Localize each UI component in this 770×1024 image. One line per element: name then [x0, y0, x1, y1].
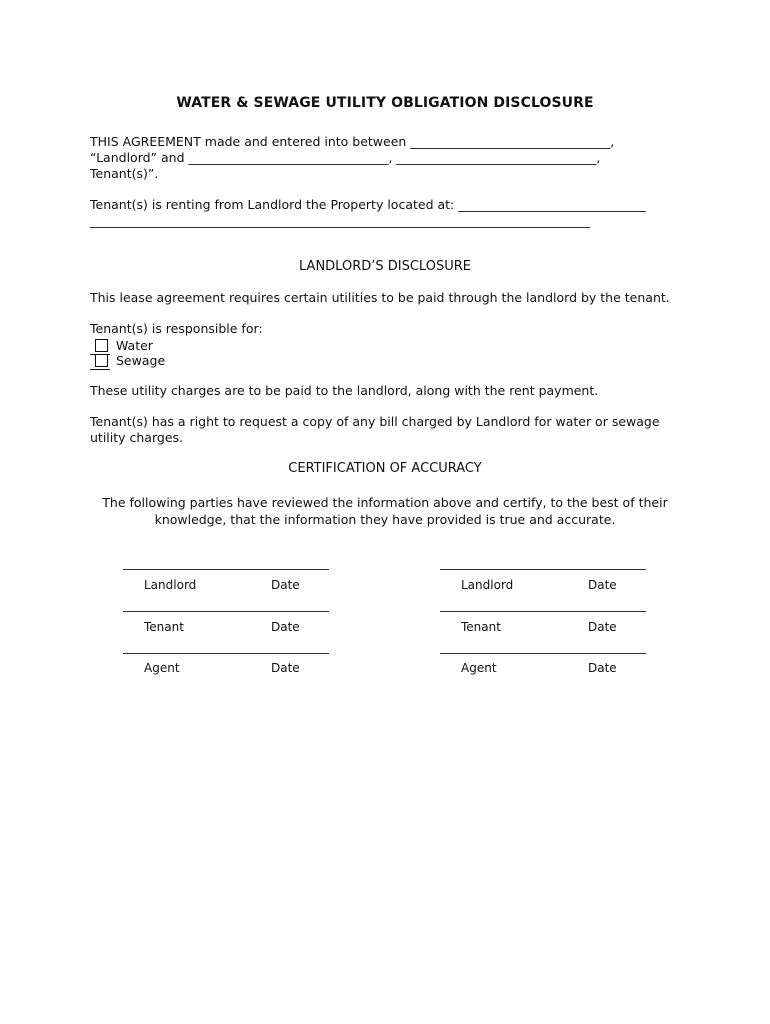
signature-line-tenant-left[interactable] — [123, 611, 329, 612]
disclosure-paragraph: This lease agreement requires certain utilities to be paid through the landlord by the tenant. — [90, 290, 670, 305]
signature-party-tenant-right: Tenant — [461, 620, 501, 634]
signature-date-tenant-right: Date — [588, 620, 617, 634]
signature-party-agent-right: Agent — [461, 661, 497, 675]
signature-date-agent-right: Date — [588, 661, 617, 675]
certification-heading: CERTIFICATION OF ACCURACY — [288, 461, 482, 476]
bill-request-line-1: Tenant(s) has a right to request a copy of any bill charged by Landlord for water or sewage — [90, 414, 660, 429]
certification-paragraph — [0, 494, 770, 528]
agreement-intro — [90, 134, 614, 182]
property-location — [90, 197, 646, 229]
property-line-2: ________________________________________________________________________________ — [90, 213, 590, 228]
intro-line-1: THIS AGREEMENT made and entered into between ________________________________, — [90, 134, 615, 149]
payment-paragraph: These utility charges are to be paid to the landlord, along with the rent payment. — [90, 383, 599, 398]
intro-line-3: Tenant(s)”. — [90, 166, 159, 181]
document-title: WATER & SEWAGE UTILITY OBLIGATION DISCLOSURE — [176, 95, 594, 111]
water-option[interactable] — [90, 337, 153, 353]
bill-request-paragraph — [90, 414, 660, 446]
sewage-option[interactable] — [90, 352, 165, 368]
signature-date-landlord-right: Date — [588, 578, 617, 592]
certification-line-1: The following parties have reviewed the information above and certify, to the best of their — [102, 495, 668, 510]
water-label: Water — [116, 337, 153, 353]
landlord-disclosure-heading: LANDLORD’S DISCLOSURE — [299, 259, 471, 274]
signature-line-landlord-right[interactable] — [440, 569, 646, 570]
water-checkbox[interactable] — [95, 339, 108, 352]
signature-line-agent-left[interactable] — [123, 653, 329, 654]
signature-date-tenant-left: Date — [271, 620, 300, 634]
property-line-1: Tenant(s) is renting from Landlord the Property located at: ______________________________ — [90, 197, 646, 212]
certification-line-2: knowledge, that the information they have provided is true and accurate. — [154, 512, 616, 527]
signature-line-agent-right[interactable] — [440, 653, 646, 654]
bill-request-line-2: utility charges. — [90, 430, 183, 445]
signature-party-agent-left: Agent — [144, 661, 180, 675]
sewage-checkbox[interactable] — [95, 354, 108, 367]
signature-party-landlord-right: Landlord — [461, 578, 514, 592]
responsible-label: Tenant(s) is responsible for: — [90, 321, 263, 336]
signature-date-agent-left: Date — [271, 661, 300, 675]
signature-party-tenant-left: Tenant — [144, 620, 184, 634]
signature-date-landlord-left: Date — [271, 578, 300, 592]
intro-line-2: “Landlord” and ________________________________, ________________________________, — [90, 150, 601, 165]
signature-line-landlord-left[interactable] — [123, 569, 329, 570]
sewage-label: Sewage — [116, 352, 166, 368]
signature-party-landlord-left: Landlord — [144, 578, 197, 592]
signature-line-tenant-right[interactable] — [440, 611, 646, 612]
